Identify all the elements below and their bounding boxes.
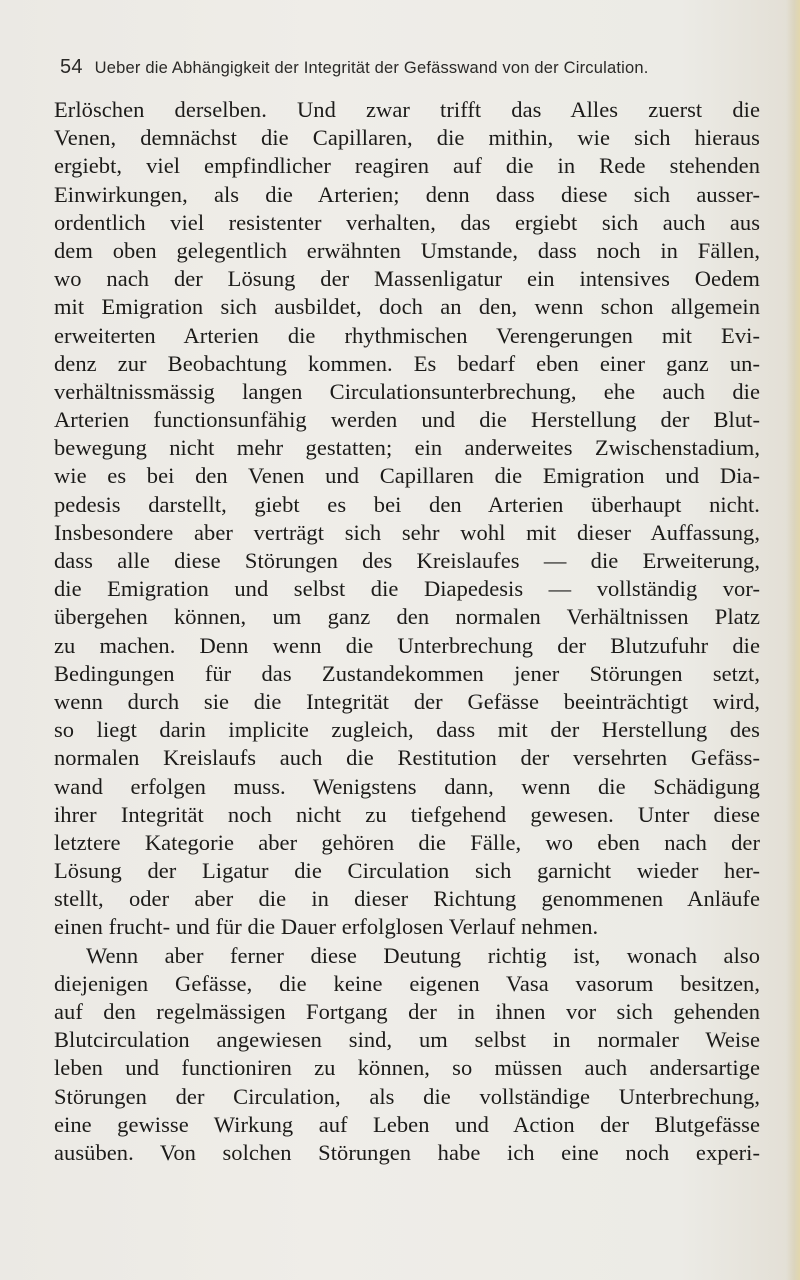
text-line: wie es bei den Venen und Capillaren die Emigration und Dia- bbox=[54, 463, 760, 489]
text-line: wenn durch sie die Integrität der Gefässe beeinträchtigt wird, bbox=[54, 688, 760, 714]
page-edge-shadow bbox=[786, 0, 800, 1280]
text-line: dass alle diese Störungen des Kreislaufes — die Erweiterung, bbox=[54, 548, 760, 573]
text-line: stellt, oder aber die in dieser Richtung genommenen Anläufe bbox=[54, 886, 760, 912]
text-line: eine gewisse Wirkung auf Leben und Action der Blutgefässe bbox=[54, 1111, 760, 1137]
text-line: leben und functioniren zu können, so müssen auch andersartige bbox=[54, 1055, 760, 1081]
text-line: Arterien functionsunfähig werden und die Herstellung der Blut- bbox=[54, 407, 760, 433]
text-line: bewegung nicht mehr gestatten; ein anderweites Zwischenstadium, bbox=[54, 435, 760, 461]
text-line: Einwirkungen, als die Arterien; denn dass diese sich ausser- bbox=[54, 181, 760, 207]
text-line: verhältnissmässig langen Circulationsunterbrechung, ehe auch die bbox=[54, 378, 760, 404]
text-line: Lösung der Ligatur die Circulation sich garnicht wieder her- bbox=[54, 858, 760, 884]
text-line: auf den regelmässigen Fortgang der in ihnen vor sich gehenden bbox=[54, 999, 760, 1024]
text-line: übergehen können, um ganz den normalen Verhältnissen Platz bbox=[54, 604, 760, 630]
text-line: die Emigration und selbst die Diapedesis — vollständig vor- bbox=[54, 576, 760, 602]
text-line: ergiebt, viel empfindlicher reagiren auf die in Rede stehenden bbox=[54, 153, 760, 179]
text-line: so liegt darin implicite zugleich, dass mit der Herstellung des bbox=[54, 717, 760, 743]
text-line: letztere Kategorie aber gehören die Fälle, wo eben nach der bbox=[54, 829, 760, 855]
text-line: Bedingungen für das Zustandekommen jener Störungen setzt, bbox=[54, 660, 760, 686]
text-line: mit Emigration sich ausbildet, doch an den, wenn schon allgemein bbox=[54, 294, 760, 320]
text-line: ihrer Integrität noch nicht zu tiefgehend gewesen. Unter diese bbox=[54, 801, 760, 827]
text-line: zu machen. Denn wenn die Unterbrechung der Blutzufuhr die bbox=[54, 632, 760, 658]
text-line: Störungen der Circulation, als die vollständige Unterbrechung, bbox=[54, 1083, 760, 1109]
text-line: wand erfolgen muss. Wenigstens dann, wenn die Schädigung bbox=[54, 773, 760, 799]
text-line: denz zur Beobachtung kommen. Es bedarf eben einer ganz un- bbox=[54, 350, 760, 376]
text-line: einen frucht- und für die Dauer erfolglosen Verlauf nehmen. bbox=[54, 914, 599, 940]
text-line: diejenigen Gefässe, die keine eigenen Vasa vasorum besitzen, bbox=[54, 970, 760, 996]
text-line: erweiterten Arterien die rhythmischen Verengerungen mit Evi- bbox=[54, 322, 760, 348]
text-line: Wenn aber ferner diese Deutung richtig ist, wonach also bbox=[86, 942, 760, 968]
text-line: dem oben gelegentlich erwähnten Umstande, dass noch in Fällen, bbox=[54, 237, 760, 263]
text-line: Venen, demnächst die Capillaren, die mithin, wie sich hieraus bbox=[54, 125, 760, 151]
text-line: ordentlich viel resistenter verhalten, das ergiebt sich auch aus bbox=[54, 209, 760, 235]
text-line: normalen Kreislaufs auch die Restitution der versehrten Gefäss- bbox=[54, 745, 760, 771]
page-number: 54 bbox=[60, 56, 83, 78]
running-head bbox=[60, 56, 760, 84]
text-line: pedesis darstellt, giebt es bei den Arterien überhaupt nicht. bbox=[54, 491, 760, 517]
text-line: ausüben. Von solchen Störungen habe ich eine noch experi- bbox=[54, 1139, 760, 1165]
text-line: Blutcirculation angewiesen sind, um selbst in normaler Weise bbox=[54, 1027, 760, 1053]
text-line: Insbesondere aber verträgt sich sehr wohl mit dieser Auffassung, bbox=[54, 519, 760, 545]
text-line: wo nach der Lösung der Massenligatur ein intensives Oedem bbox=[54, 266, 760, 292]
body-text bbox=[54, 96, 760, 1167]
text-line: Erlöschen derselben. Und zwar trifft das Alles zuerst die bbox=[54, 97, 760, 122]
running-title: Ueber die Abhängigkeit der Integrität der Gefässwand von der Circulation. bbox=[94, 59, 649, 77]
